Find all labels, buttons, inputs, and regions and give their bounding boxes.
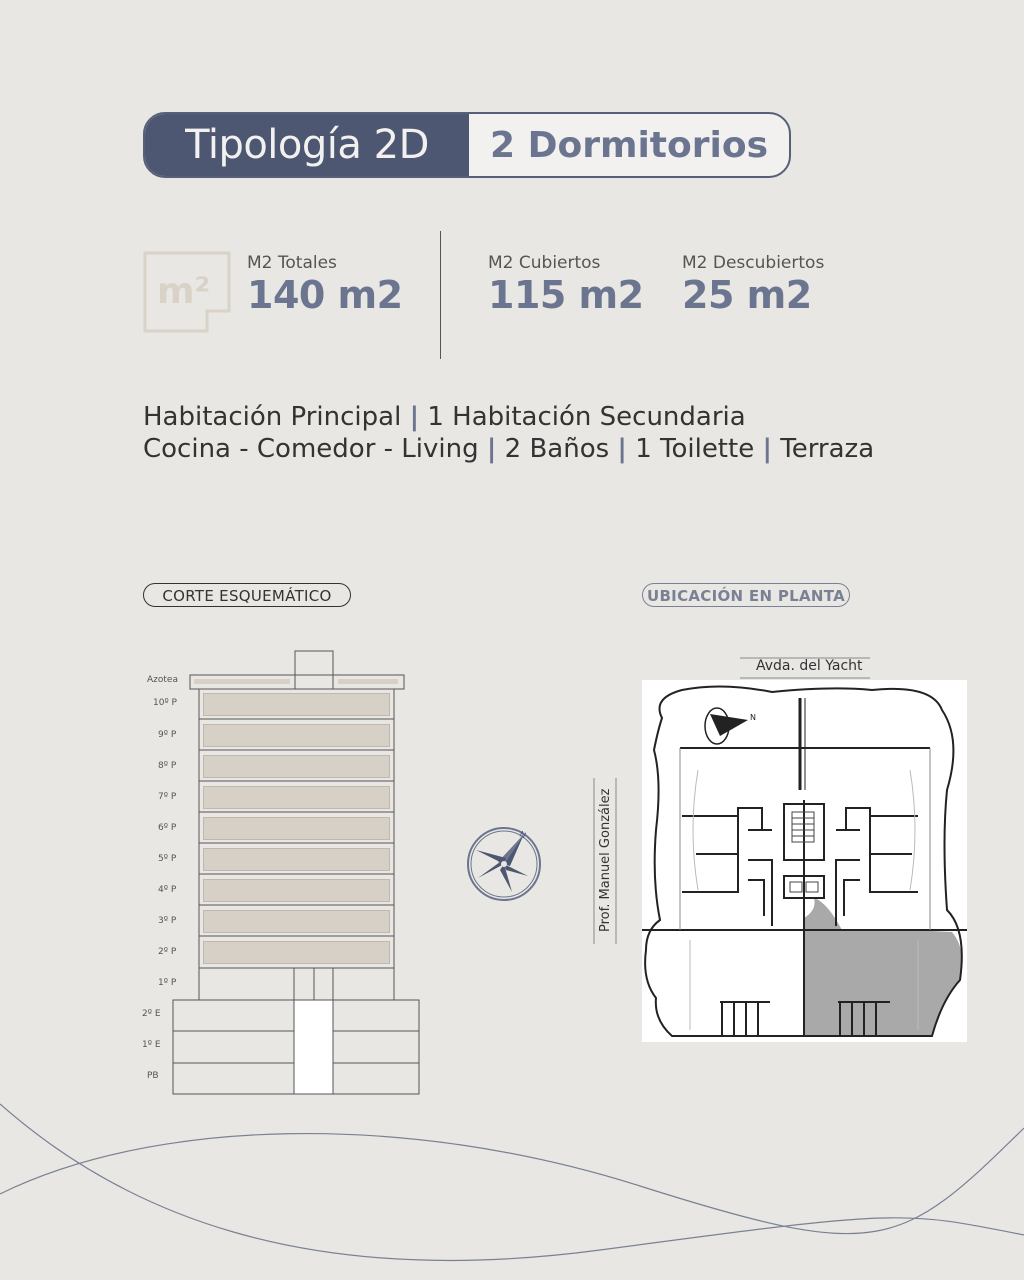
separator: | (409, 402, 420, 432)
stat-covered-label: M2 Cubiertos (488, 253, 601, 273)
floor-label: 10º P (153, 698, 177, 708)
stat-uncovered (682, 253, 824, 317)
floor-bar-3 (203, 910, 390, 933)
floor-plan-drawing (642, 680, 967, 1042)
compass-rose-icon (466, 826, 544, 902)
floor-label: 5º P (158, 854, 177, 864)
room-item: 1 Habitación Secundaria (427, 402, 746, 432)
north-arrow-icon (702, 706, 760, 748)
street-top-lines (738, 650, 872, 682)
rooms-line-1 (143, 402, 746, 432)
street-side-label: Prof. Manuel González (598, 788, 613, 932)
floor-bar-7 (203, 786, 390, 809)
floor-label: 2º E (142, 1009, 161, 1019)
floor-bar-6 (203, 817, 390, 840)
floor-label: PB (147, 1071, 159, 1081)
floor-bar-9 (203, 724, 390, 747)
separator: | (762, 434, 772, 464)
floor-bar-4 (203, 879, 390, 902)
m2-icon-text: m² (157, 271, 211, 312)
floor-label: 1º E (142, 1040, 161, 1050)
room-item: 1 Toilette (635, 434, 755, 464)
separator: | (486, 434, 497, 464)
floor-label: 1º P (158, 978, 177, 988)
floor-label: 9º P (158, 730, 177, 740)
floor-label: 6º P (158, 823, 177, 833)
room-item: Terraza (780, 434, 875, 464)
bedrooms-title: 2 Dormitorios (490, 124, 768, 166)
typology-header (143, 112, 791, 178)
stat-uncovered-label: M2 Descubiertos (682, 253, 825, 273)
stat-total (247, 253, 403, 317)
street-side-lines (592, 776, 618, 946)
m2-icon (143, 251, 231, 333)
typology-title: Tipología 2D (145, 114, 469, 176)
floor-bar-8 (203, 755, 390, 778)
stat-uncovered-value: 25 m2 (682, 273, 812, 317)
floor-bar-10 (203, 693, 390, 716)
floor-label: 3º P (158, 916, 177, 926)
stat-total-label: M2 Totales (247, 253, 337, 273)
stat-covered-value: 115 m2 (488, 273, 644, 317)
section-cut-tag: CORTE ESQUEMÁTICO (143, 583, 351, 607)
floor-bar-5 (203, 848, 390, 871)
floor-label: 2º P (158, 947, 177, 957)
room-item: Habitación Principal (143, 402, 402, 432)
north-arrow-letter: N (750, 713, 756, 722)
stat-covered (488, 253, 644, 317)
street-top-label: Avda. del Yacht (756, 658, 863, 674)
stats-divider (440, 231, 441, 359)
floor-bar-2 (203, 941, 390, 964)
room-item: Cocina - Comedor - Living (143, 434, 479, 464)
stat-total-value: 140 m2 (247, 273, 403, 317)
compass-north-letter: N (518, 829, 528, 841)
location-tag: UBICACIÓN EN PLANTA (642, 583, 850, 607)
floor-label: 4º P (158, 885, 177, 895)
floor-label: 7º P (158, 792, 177, 802)
floor-label: Azotea (147, 675, 178, 685)
separator: | (617, 434, 627, 464)
rooms-line-2 (143, 434, 874, 464)
floor-label: 8º P (158, 761, 177, 771)
decorative-waves (0, 1090, 1024, 1280)
room-item: 2 Baños (504, 434, 610, 464)
